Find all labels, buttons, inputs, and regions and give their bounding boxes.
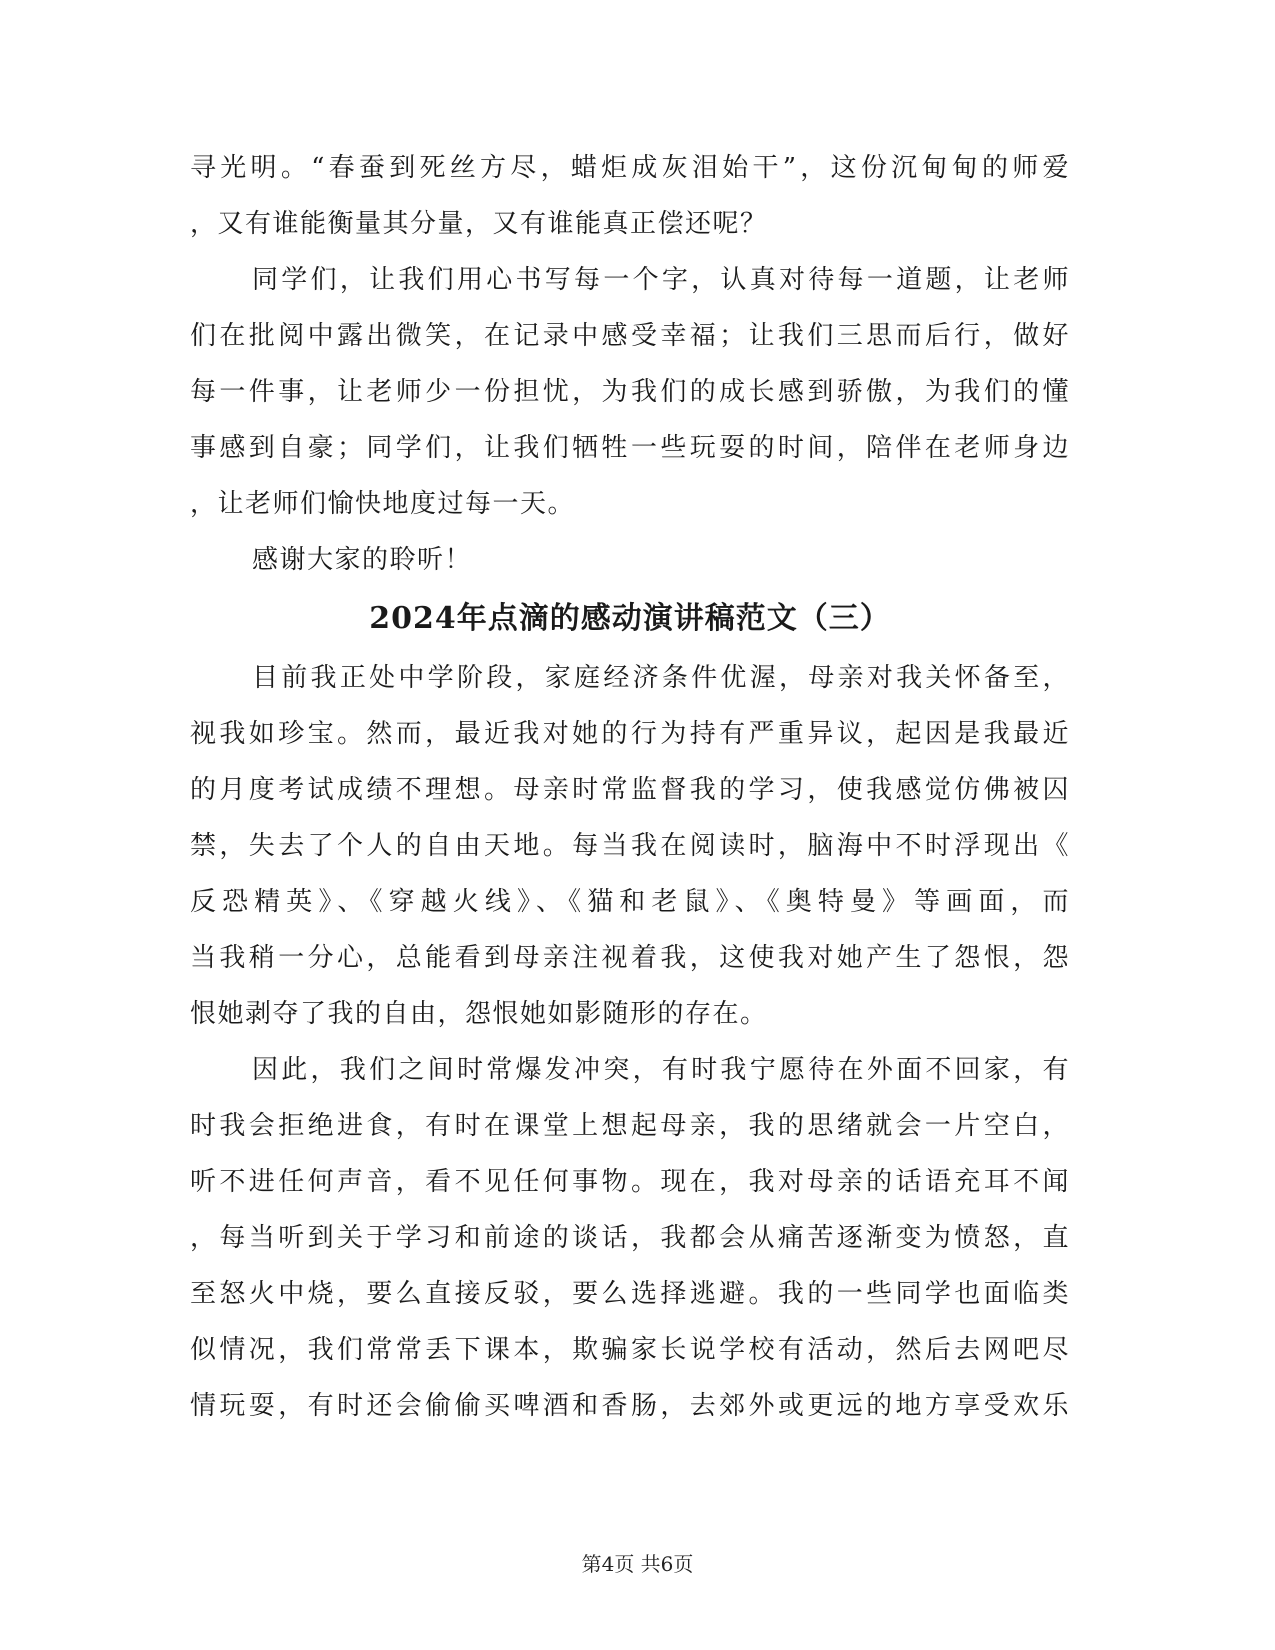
text-line: ，让老师们愉快地度过每一天。: [190, 489, 576, 519]
previous-section-text: [190, 140, 1070, 588]
text-line: 视我如珍宝。然而，最近我对她的行为持有严重异议，起因是我最近: [190, 719, 1070, 749]
section-three-text: [190, 650, 1070, 1434]
document-body: [190, 140, 1070, 1434]
text-line: 情玩耍，有时还会偷偷买啤酒和香肠，去郊外或更远的地方享受欢乐: [190, 1391, 1070, 1421]
text-line: 禁，失去了个人的自由天地。每当我在阅读时，脑海中不时浮现出《: [190, 831, 1070, 861]
text-line: 听不进任何声音，看不见任何事物。现在，我对母亲的话语充耳不闻: [190, 1167, 1070, 1197]
text-line: 目前我正处中学阶段，家庭经济条件优渥，母亲对我关怀备至，: [252, 663, 1070, 693]
section-title: 2024年点滴的感动演讲稿范文（三）: [369, 601, 891, 636]
text-line: 因此，我们之间时常爆发冲突，有时我宁愿待在外面不回家，有: [252, 1055, 1070, 1085]
text-line: 同学们，让我们用心书写每一个字，认真对待每一道题，让老师: [252, 265, 1070, 295]
text-line: ，又有谁能衡量其分量，又有谁能真正偿还呢？: [190, 209, 768, 239]
text-line: 事感到自豪；同学们，让我们牺牲一些玩耍的时间，陪伴在老师身边: [190, 433, 1070, 463]
text-line: 时我会拒绝进食，有时在课堂上想起母亲，我的思绪就会一片空白，: [190, 1111, 1070, 1141]
text-line: ，每当听到关于学习和前途的谈话，我都会从痛苦逐渐变为愤怒，直: [190, 1223, 1070, 1253]
page-number-footer: 第4页 共6页: [581, 1552, 694, 1576]
text-line: 当我稍一分心，总能看到母亲注视着我，这使我对她产生了怨恨，怨: [190, 943, 1070, 973]
text-line: 至怒火中烧，要么直接反驳，要么选择逃避。我的一些同学也面临类: [190, 1279, 1070, 1309]
text-line: 每一件事，让老师少一份担忧，为我们的成长感到骄傲，为我们的懂: [190, 377, 1070, 407]
text-line: 反恐精英》、《穿越火线》、《猫和老鼠》、《奥特曼》等画面，而: [190, 887, 1070, 917]
text-line: 似情况，我们常常丢下课本，欺骗家长说学校有活动，然后去网吧尽: [190, 1335, 1070, 1365]
text-line: 们在批阅中露出微笑，在记录中感受幸福；让我们三思而后行，做好: [190, 321, 1070, 351]
text-line: 的月度考试成绩不理想。母亲时常监督我的学习，使我感觉仿佛被囚: [190, 775, 1070, 805]
text-line: 感谢大家的聆听！: [252, 545, 473, 575]
text-line: 寻光明。“春蚕到死丝方尽，蜡炬成灰泪始干”，这份沉甸甸的师爱: [190, 153, 1070, 183]
text-line: 恨她剥夺了我的自由，怨恨她如影随形的存在。: [190, 999, 768, 1029]
